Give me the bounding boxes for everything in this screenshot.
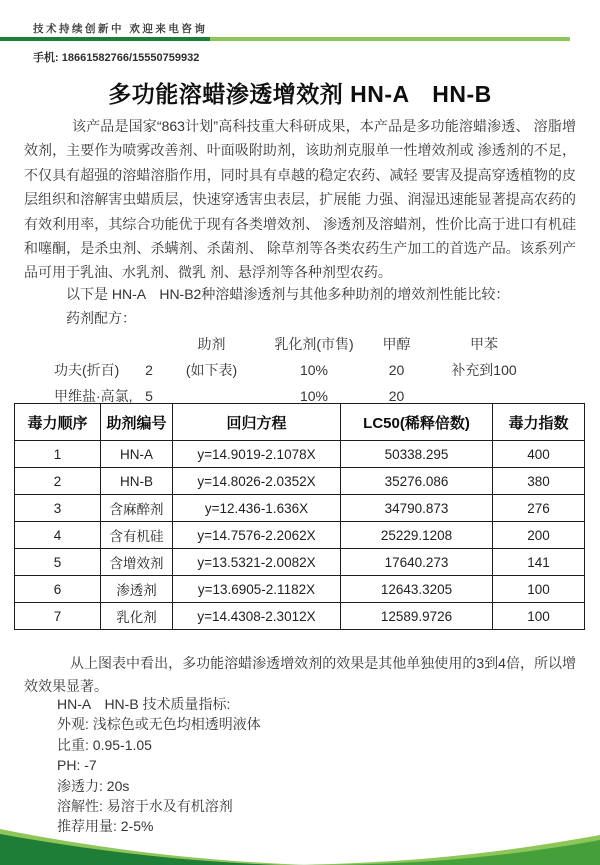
table-cell: 12643.3205 <box>341 576 493 603</box>
page-title: 多功能溶蜡渗透增效剂 HN-A HN-B <box>108 81 492 107</box>
formula-header-cell: 助剂 <box>197 336 226 352</box>
table-column-header: 回归方程 <box>173 404 341 441</box>
table-cell: 4 <box>15 522 101 549</box>
header-rule-light-segment <box>210 37 570 41</box>
table-cell: 34790.873 <box>341 495 493 522</box>
spec-line: 比重: 0.95-1.05 <box>57 736 152 753</box>
comparison-intro: 以下是 HN-A HN-B2种溶蜡渗透剂与其他多种助剂的增效剂性能比较： <box>66 286 510 302</box>
formula-header-cell <box>54 331 134 357</box>
table-cell: 17640.273 <box>341 549 493 576</box>
formula-cell: 补充到100 <box>451 362 517 378</box>
formula-header-cell: 乳化剂(市售) <box>274 336 354 352</box>
phone-number: 手机: 18661582766/15550759932 <box>33 52 200 64</box>
table-row <box>15 468 585 495</box>
toxicity-table <box>14 403 585 630</box>
table-cell: 5 <box>15 549 101 576</box>
table-cell: 100 <box>493 603 585 630</box>
table-cell: 12589.9726 <box>341 603 493 630</box>
table-cell: 2 <box>15 468 101 495</box>
table-cell: 276 <box>493 495 585 522</box>
table-cell: y=14.4308-2.3012X <box>173 603 341 630</box>
spec-line: 推荐用量: 2-5% <box>57 818 154 835</box>
table-cell: 35276.086 <box>341 468 493 495</box>
table-row <box>15 549 585 576</box>
table-cell: 141 <box>493 549 585 576</box>
table-row <box>15 495 585 522</box>
formula-cell: (如下表) <box>185 362 238 378</box>
table-cell: 1 <box>15 441 101 468</box>
conclusion-paragraph: 从上图表中看出，多功能溶蜡渗透增效剂的效果是其他单独使用的3到4倍，所以增效效果显著。 <box>24 655 576 694</box>
header-rule <box>0 37 570 41</box>
table-cell: 含增效剂 <box>101 549 173 576</box>
table-cell: 380 <box>493 468 585 495</box>
formula-label: 药剂配方： <box>66 310 136 326</box>
table-cell: 7 <box>15 603 101 630</box>
formula-header-cell: 甲醇 <box>382 336 411 352</box>
formula-cell: 功夫(折百) <box>54 362 120 378</box>
table-cell: HN-A <box>101 441 173 468</box>
specs-block <box>24 694 576 837</box>
table-cell: y=13.5321-2.0082X <box>173 549 341 576</box>
formula-cell: 2 <box>145 362 153 378</box>
table-header-row <box>15 404 585 441</box>
spec-line: 溶解性: 易溶于水及有机溶剂 <box>57 798 233 815</box>
table-cell: 含麻醉剂 <box>101 495 173 522</box>
spec-line: PH: -7 <box>57 757 97 774</box>
spec-line: 渗透力: 20s <box>57 777 130 794</box>
table-cell: 3 <box>15 495 101 522</box>
spec-line: 外观: 浅棕色或无色均相透明液体 <box>57 716 261 733</box>
formula-cell: 20 <box>388 388 405 404</box>
table-cell: 乳化剂 <box>101 603 173 630</box>
table-row <box>15 603 585 630</box>
table-cell: 含有机硅 <box>101 522 173 549</box>
table-cell: 100 <box>493 576 585 603</box>
table-cell: HN-B <box>101 468 173 495</box>
footer-wave-graphic <box>0 823 600 865</box>
table-cell: 200 <box>493 522 585 549</box>
table-cell: y=13.6905-2.1182X <box>173 576 341 603</box>
table-cell: y=14.9019-2.1078X <box>173 441 341 468</box>
table-cell: y=12.436-1.636X <box>173 495 341 522</box>
formula-cell: 10% <box>299 388 329 404</box>
table-row <box>15 441 585 468</box>
formula-header-cell <box>134 331 164 357</box>
table-column-header: 毒力指数 <box>493 404 585 441</box>
table-row <box>15 522 585 549</box>
table-cell: 渗透剂 <box>101 576 173 603</box>
specs-title: HN-A HN-B 技术质量指标: <box>57 696 231 712</box>
table-column-header: 助剂编号 <box>101 404 173 441</box>
formula-cell: 5 <box>145 388 153 404</box>
table-cell: y=14.8026-2.0352X <box>173 468 341 495</box>
table-column-header: 毒力顺序 <box>15 404 101 441</box>
intro-paragraph: 该产品是国家“863计划”高科技重大科研成果，本产品是多功能溶蜡渗透、 溶脂增效剂，主要作为喷雾改善剂、叶面吸附助剂，该助剂克服单一性增效剂或 渗透剂的不足，不仅具有超强的溶蜡溶脂作用，同时具有卓越的稳定农药、减轻 要害及提高穿透植物的皮层组织和溶解害虫蜡质层，快速穿透害虫表层，扩展能 力强、润湿迅速能显著提高农药的有效利用率，其综合功能优于现有各类增效剂、 渗透剂及溶蜡剂，性价比高于进口有机硅和噻酮，是杀虫剂、杀螨剂、杀菌剂、 除草剂等各类农药生产加工的首选产品。该系列产品可用于乳油、水乳剂、微乳 剂、悬浮剂等各种剂型农药。 <box>24 118 576 281</box>
table-cell: 400 <box>493 441 585 468</box>
header-rule-dark-segment <box>0 37 210 41</box>
table-column-header: LC50(稀释倍数) <box>341 404 493 441</box>
formula-cell: 20 <box>388 362 405 378</box>
table-cell: 50338.295 <box>341 441 493 468</box>
table-cell: 6 <box>15 576 101 603</box>
formula-cell: 10% <box>299 362 329 378</box>
formula-header-cell: 甲苯 <box>470 336 498 352</box>
table-cell: 25229.1208 <box>341 522 493 549</box>
formula-table <box>54 331 544 409</box>
formula-cell: 甲维盐·高氯, <box>54 388 133 404</box>
table-row <box>15 576 585 603</box>
table-cell: y=14.7576-2.2062X <box>173 522 341 549</box>
header-slogan: 技术持续创新中 欢迎来电咨询 <box>33 23 208 35</box>
